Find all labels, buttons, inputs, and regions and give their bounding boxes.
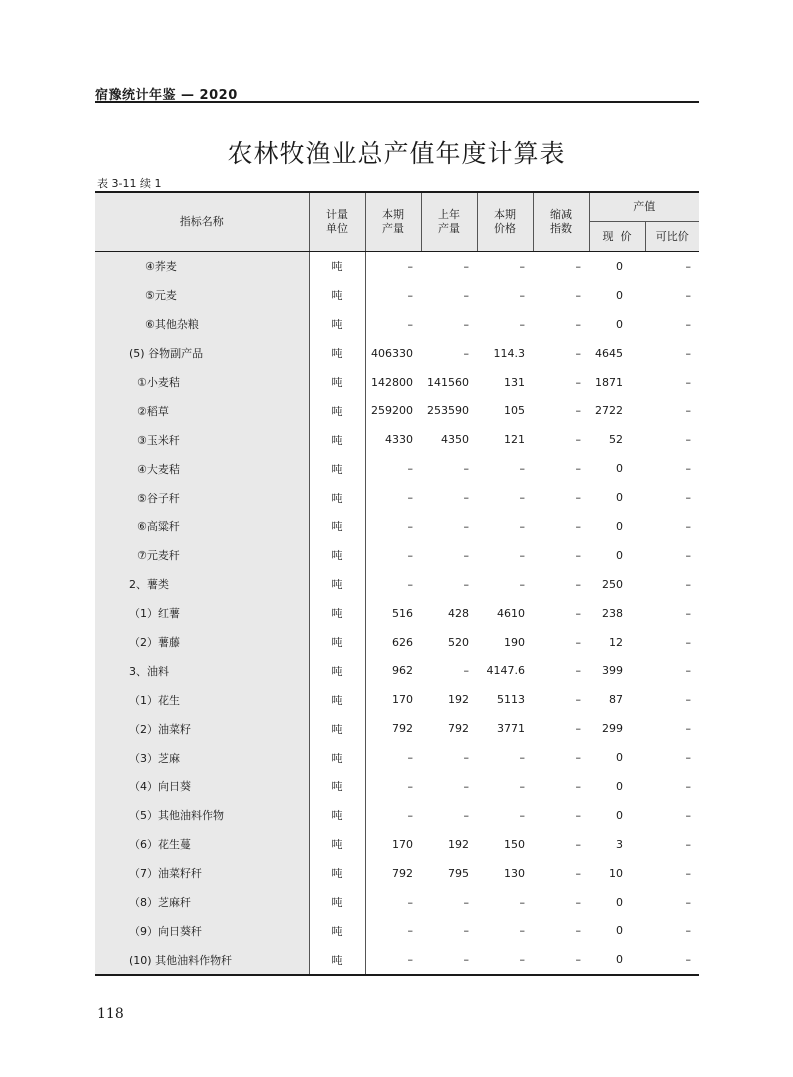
row-current-price: 4147.6 xyxy=(486,664,525,678)
row-unit: 吨 xyxy=(309,714,365,743)
row-unit: 吨 xyxy=(309,859,365,888)
row-current-price: – xyxy=(519,895,525,909)
header-rule xyxy=(95,101,699,103)
row-current-output: – xyxy=(407,491,413,505)
row-unit: 吨 xyxy=(309,801,365,830)
row-deflator: – xyxy=(575,577,581,591)
table-row xyxy=(95,830,699,859)
row-deflator: – xyxy=(575,288,581,302)
row-current-price: 3771 xyxy=(497,722,525,736)
row-unit: 吨 xyxy=(309,368,365,397)
row-deflator: – xyxy=(575,433,581,447)
row-current-price: – xyxy=(519,317,525,331)
row-current-price-value: 0 xyxy=(616,288,623,302)
row-previous-output: – xyxy=(463,288,469,302)
row-current-output: 516 xyxy=(392,606,413,620)
row-current-output: 792 xyxy=(392,866,413,880)
row-current-price: – xyxy=(519,779,525,793)
row-name: ④大麦秸 xyxy=(95,454,309,483)
row-current-price: 105 xyxy=(504,404,525,418)
row-current-output: – xyxy=(407,808,413,822)
row-current-price-value: 0 xyxy=(616,519,623,533)
row-comparable-price: – xyxy=(685,317,691,331)
row-unit: 吨 xyxy=(309,830,365,859)
table-row xyxy=(95,656,699,685)
row-current-price-value: 238 xyxy=(602,606,623,620)
row-current-output: – xyxy=(407,288,413,302)
row-current-output: 170 xyxy=(392,837,413,851)
table-row xyxy=(95,772,699,801)
row-current-price: 190 xyxy=(504,635,525,649)
row-current-price: – xyxy=(519,548,525,562)
table-row xyxy=(95,801,699,830)
row-name: （7）油菜籽秆 xyxy=(95,859,309,888)
row-unit: 吨 xyxy=(309,454,365,483)
row-comparable-price: – xyxy=(685,693,691,707)
row-current-price: 121 xyxy=(504,433,525,447)
row-previous-output: – xyxy=(463,462,469,476)
row-current-price: 5113 xyxy=(497,693,525,707)
table-row xyxy=(95,888,699,917)
table-row xyxy=(95,281,699,310)
row-current-price-value: 3 xyxy=(616,837,623,851)
row-comparable-price: – xyxy=(685,635,691,649)
row-current-price-value: 0 xyxy=(616,259,623,273)
row-current-price: – xyxy=(519,953,525,967)
row-comparable-price: – xyxy=(685,751,691,765)
row-name: 3、油料 xyxy=(95,656,309,685)
row-current-price-value: 4645 xyxy=(595,346,623,360)
row-comparable-price: – xyxy=(685,288,691,302)
row-deflator: – xyxy=(575,924,581,938)
row-current-output: – xyxy=(407,519,413,533)
row-deflator: – xyxy=(575,606,581,620)
row-comparable-price: – xyxy=(685,866,691,880)
row-deflator: – xyxy=(575,259,581,273)
row-unit: 吨 xyxy=(309,628,365,657)
row-current-price-value: 0 xyxy=(616,779,623,793)
row-name: （5）其他油料作物 xyxy=(95,801,309,830)
row-comparable-price: – xyxy=(685,722,691,736)
row-unit: 吨 xyxy=(309,339,365,368)
row-comparable-price: – xyxy=(685,548,691,562)
row-current-price: – xyxy=(519,462,525,476)
table-row xyxy=(95,714,699,743)
row-current-price: – xyxy=(519,751,525,765)
row-current-output: 792 xyxy=(392,722,413,736)
row-name: （9）向日葵秆 xyxy=(95,916,309,945)
row-unit: 吨 xyxy=(309,396,365,425)
row-current-price-value: 0 xyxy=(616,895,623,909)
row-comparable-price: – xyxy=(685,808,691,822)
row-current-price: – xyxy=(519,288,525,302)
row-previous-output: 792 xyxy=(448,722,469,736)
col-header-comparable-price: 可比价 xyxy=(645,222,699,252)
row-current-output: 406330 xyxy=(371,346,413,360)
table-row xyxy=(95,743,699,772)
row-previous-output: – xyxy=(463,895,469,909)
row-deflator: – xyxy=(575,491,581,505)
row-deflator: – xyxy=(575,808,581,822)
row-current-price: 114.3 xyxy=(493,346,525,360)
table-row xyxy=(95,339,699,368)
row-comparable-price: – xyxy=(685,519,691,533)
row-current-price-value: 2722 xyxy=(595,404,623,418)
row-previous-output: – xyxy=(463,346,469,360)
row-name: ②稻草 xyxy=(95,396,309,425)
row-current-price-value: 0 xyxy=(616,548,623,562)
table-row xyxy=(95,945,699,975)
running-head: 宿豫统计年鉴 — 2020 xyxy=(95,88,238,103)
row-name: (10) 其他油料作物秆 xyxy=(95,945,309,975)
row-current-price-value: 0 xyxy=(616,924,623,938)
row-current-output: 170 xyxy=(392,693,413,707)
row-deflator: – xyxy=(575,866,581,880)
row-deflator: – xyxy=(575,664,581,678)
row-unit: 吨 xyxy=(309,512,365,541)
row-comparable-price: – xyxy=(685,346,691,360)
table-row xyxy=(95,483,699,512)
row-comparable-price: – xyxy=(685,404,691,418)
row-previous-output: 192 xyxy=(448,693,469,707)
col-header-output-value: 产值 xyxy=(589,192,699,222)
row-current-price-value: 250 xyxy=(602,577,623,591)
row-deflator: – xyxy=(575,722,581,736)
row-current-output: – xyxy=(407,548,413,562)
row-current-output: – xyxy=(407,895,413,909)
row-name: （6）花生蔓 xyxy=(95,830,309,859)
row-current-output: – xyxy=(407,462,413,476)
row-name: ⑦元麦秆 xyxy=(95,541,309,570)
row-previous-output: 192 xyxy=(448,837,469,851)
table-row xyxy=(95,252,699,281)
row-deflator: – xyxy=(575,346,581,360)
row-previous-output: 141560 xyxy=(427,375,469,389)
row-name: ③玉米秆 xyxy=(95,425,309,454)
row-current-price-value: 0 xyxy=(616,317,623,331)
row-name: （1）花生 xyxy=(95,685,309,714)
row-previous-output: – xyxy=(463,519,469,533)
row-current-output: – xyxy=(407,751,413,765)
row-comparable-price: – xyxy=(685,577,691,591)
table-row xyxy=(95,368,699,397)
row-deflator: – xyxy=(575,895,581,909)
row-unit: 吨 xyxy=(309,425,365,454)
table-row xyxy=(95,454,699,483)
row-current-output: – xyxy=(407,317,413,331)
row-unit: 吨 xyxy=(309,656,365,685)
row-current-price: – xyxy=(519,519,525,533)
table-row xyxy=(95,570,699,599)
row-current-price: 4610 xyxy=(497,606,525,620)
table-row xyxy=(95,310,699,339)
row-current-output: 259200 xyxy=(371,404,413,418)
row-current-output: – xyxy=(407,577,413,591)
row-previous-output: 253590 xyxy=(427,404,469,418)
row-previous-output: – xyxy=(463,317,469,331)
row-previous-output: – xyxy=(463,491,469,505)
row-current-price-value: 10 xyxy=(609,866,623,880)
row-comparable-price: – xyxy=(685,664,691,678)
row-deflator: – xyxy=(575,837,581,851)
row-previous-output: 795 xyxy=(448,866,469,880)
row-previous-output: – xyxy=(463,664,469,678)
row-current-output: 626 xyxy=(392,635,413,649)
row-current-price-value: 0 xyxy=(616,808,623,822)
table-row xyxy=(95,859,699,888)
col-header-current-output: 本期 产量 xyxy=(365,192,421,252)
page-number: 118 xyxy=(97,1006,124,1022)
row-current-price-value: 0 xyxy=(616,751,623,765)
row-name: （2）薯藤 xyxy=(95,628,309,657)
row-current-output: – xyxy=(407,259,413,273)
row-current-price-value: 399 xyxy=(602,664,623,678)
table-row xyxy=(95,599,699,628)
row-deflator: – xyxy=(575,317,581,331)
row-comparable-price: – xyxy=(685,779,691,793)
row-comparable-price: – xyxy=(685,953,691,967)
row-name: ④荞麦 xyxy=(95,252,309,281)
table-row xyxy=(95,628,699,657)
row-unit: 吨 xyxy=(309,281,365,310)
row-current-price-value: 1871 xyxy=(595,375,623,389)
row-previous-output: – xyxy=(463,808,469,822)
row-comparable-price: – xyxy=(685,924,691,938)
row-deflator: – xyxy=(575,635,581,649)
row-previous-output: – xyxy=(463,577,469,591)
row-comparable-price: – xyxy=(685,259,691,273)
row-unit: 吨 xyxy=(309,916,365,945)
row-comparable-price: – xyxy=(685,606,691,620)
row-current-price-value: 299 xyxy=(602,722,623,736)
row-deflator: – xyxy=(575,693,581,707)
row-previous-output: 520 xyxy=(448,635,469,649)
row-previous-output: – xyxy=(463,548,469,562)
row-unit: 吨 xyxy=(309,541,365,570)
row-deflator: – xyxy=(575,519,581,533)
row-current-price-value: 87 xyxy=(609,693,623,707)
row-current-output: 962 xyxy=(392,664,413,678)
table-row xyxy=(95,916,699,945)
page-title: 农林牧渔业总产值年度计算表 xyxy=(227,139,566,168)
table-row xyxy=(95,425,699,454)
col-header-unit: 计量 单位 xyxy=(309,192,365,252)
row-name: 2、薯类 xyxy=(95,570,309,599)
row-current-price: 130 xyxy=(504,866,525,880)
table-row xyxy=(95,541,699,570)
table-body xyxy=(95,252,699,976)
output-value-table xyxy=(95,191,699,976)
row-comparable-price: – xyxy=(685,462,691,476)
row-name: （2）油菜籽 xyxy=(95,714,309,743)
row-previous-output: – xyxy=(463,779,469,793)
row-deflator: – xyxy=(575,779,581,793)
row-name: ①小麦秸 xyxy=(95,368,309,397)
row-unit: 吨 xyxy=(309,772,365,801)
row-name: （3）芝麻 xyxy=(95,743,309,772)
row-previous-output: – xyxy=(463,259,469,273)
row-unit: 吨 xyxy=(309,888,365,917)
row-comparable-price: – xyxy=(685,433,691,447)
table-label: 表 3-11 续 1 xyxy=(97,177,162,190)
row-name: (5) 谷物副产品 xyxy=(95,339,309,368)
row-comparable-price: – xyxy=(685,375,691,389)
row-unit: 吨 xyxy=(309,743,365,772)
col-header-previous-output: 上年 产量 xyxy=(421,192,477,252)
row-name: （8）芝麻秆 xyxy=(95,888,309,917)
row-name: （1）红薯 xyxy=(95,599,309,628)
table-row xyxy=(95,685,699,714)
row-current-price: 150 xyxy=(504,837,525,851)
row-deflator: – xyxy=(575,404,581,418)
row-name: ⑥其他杂粮 xyxy=(95,310,309,339)
row-current-price: – xyxy=(519,808,525,822)
row-unit: 吨 xyxy=(309,310,365,339)
row-previous-output: – xyxy=(463,924,469,938)
row-current-output: 4330 xyxy=(385,433,413,447)
table-row xyxy=(95,396,699,425)
row-previous-output: – xyxy=(463,751,469,765)
row-current-price-value: 12 xyxy=(609,635,623,649)
row-current-price-value: 0 xyxy=(616,491,623,505)
row-deflator: – xyxy=(575,548,581,562)
row-unit: 吨 xyxy=(309,252,365,281)
row-unit: 吨 xyxy=(309,599,365,628)
row-current-price: – xyxy=(519,259,525,273)
row-current-price: 131 xyxy=(504,375,525,389)
row-previous-output: – xyxy=(463,953,469,967)
row-previous-output: 428 xyxy=(448,606,469,620)
table-row xyxy=(95,512,699,541)
row-name: ⑤谷子秆 xyxy=(95,483,309,512)
row-name: （4）向日葵 xyxy=(95,772,309,801)
row-current-price-value: 0 xyxy=(616,953,623,967)
row-current-price: – xyxy=(519,924,525,938)
row-current-output: – xyxy=(407,779,413,793)
row-unit: 吨 xyxy=(309,685,365,714)
row-unit: 吨 xyxy=(309,945,365,975)
row-unit: 吨 xyxy=(309,483,365,512)
row-current-price-value: 0 xyxy=(616,462,623,476)
row-comparable-price: – xyxy=(685,491,691,505)
row-deflator: – xyxy=(575,462,581,476)
row-current-output: – xyxy=(407,953,413,967)
row-name: ⑤元麦 xyxy=(95,281,309,310)
row-unit: 吨 xyxy=(309,570,365,599)
row-deflator: – xyxy=(575,375,581,389)
row-current-price-value: 52 xyxy=(609,433,623,447)
col-header-name: 指标名称 xyxy=(95,192,309,252)
row-current-output: – xyxy=(407,924,413,938)
row-comparable-price: – xyxy=(685,895,691,909)
col-header-current-price-value: 现 价 xyxy=(589,222,645,252)
row-previous-output: 4350 xyxy=(441,433,469,447)
col-header-deflator: 缩减 指数 xyxy=(533,192,589,252)
row-current-output: 142800 xyxy=(371,375,413,389)
col-header-current-price: 本期 价格 xyxy=(477,192,533,252)
row-current-price: – xyxy=(519,491,525,505)
row-deflator: – xyxy=(575,751,581,765)
row-comparable-price: – xyxy=(685,837,691,851)
row-current-price: – xyxy=(519,577,525,591)
row-deflator: – xyxy=(575,953,581,967)
row-name: ⑥高粱秆 xyxy=(95,512,309,541)
